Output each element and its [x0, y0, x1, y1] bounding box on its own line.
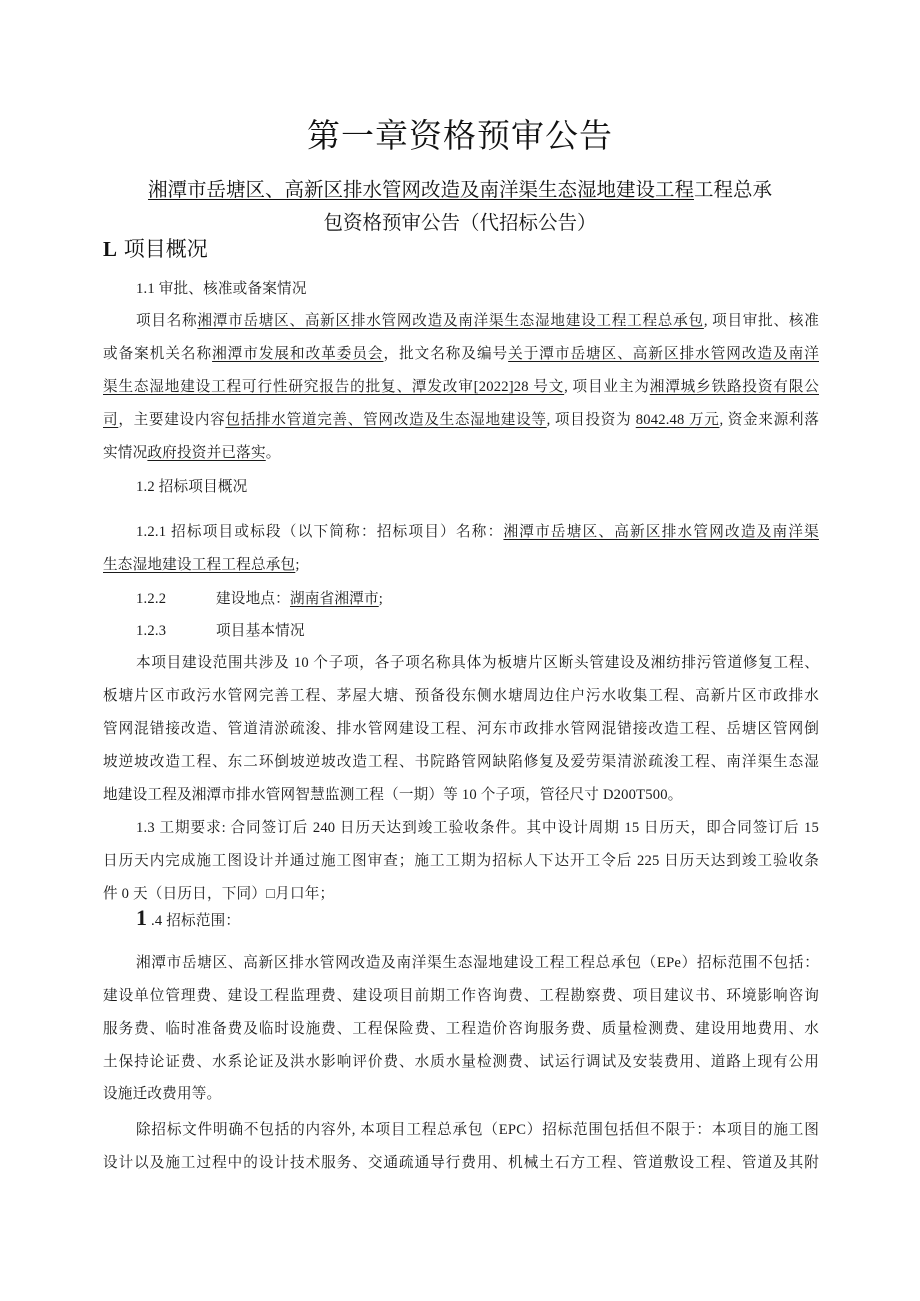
text: 或备案机关名称: [103, 346, 213, 362]
clause-number: 1.2.2: [136, 591, 167, 607]
chapter-title: 第一章资格预审公告: [307, 116, 613, 155]
text: , 项目投资为: [546, 412, 636, 428]
paragraph-line: 地建设工程及湘潭市排水管网智慧监测工程（一期）等 10 个子项，管径尺寸 D200T500。: [103, 787, 683, 803]
paragraph-line: [103, 441, 819, 462]
location-value: 湖南省湘潭市: [289, 591, 379, 607]
paragraph-line: 1.3 工期要求: 合同签订后 240 日历天达到竣工验收条件。其中设计周期 15 日历天，即合同签订后 15: [136, 820, 819, 836]
heading-1-2: 1.2 招标项目概况: [136, 479, 248, 495]
paragraph-line: 湘潭市岳塘区、高新区排水管网改造及南洋渠生态湿地建设工程工程总承包（EPe）招标范围不包括：: [136, 955, 819, 971]
project-name-underlined: 湘潭市岳塘区、高新区排水管网改造及南洋渠生态湿地建设工程: [147, 178, 694, 201]
paragraph-line: 件 0 天（日历日，下同）□月口年；: [103, 886, 335, 902]
heading-1-4: [103, 905, 852, 931]
notice-title-line-2: 包资格预审公告（代招标公告）: [323, 211, 597, 234]
approval-document-value: 关于潭市岳塘区、高新区排水管网改造及南洋: [508, 346, 819, 362]
text: ;: [295, 557, 300, 573]
notice-title-line-1: [100, 173, 820, 207]
text: 实情况: [103, 445, 148, 461]
paragraph-line: [103, 553, 819, 574]
text: ;: [378, 591, 384, 607]
paragraph-line: [103, 342, 819, 363]
paragraph-line: [103, 520, 819, 541]
paragraph-line: [103, 587, 852, 608]
approval-document-value: 渠生态湿地建设工程可行性研究报告的批复、潭发改审[2022]28 号文: [103, 379, 565, 395]
paragraph-line: [103, 309, 819, 330]
paragraph-line: 设计以及施工过程中的设计技术服务、交通疏通导行费用、机械土石方工程、管道敷设工程、管道及其附: [103, 1155, 819, 1171]
text: 建设地点：: [216, 591, 290, 607]
text: , 项目审批、核准: [703, 313, 819, 329]
paragraph-line: 设施迁改费用等。: [103, 1086, 222, 1102]
text: , 资金来源利落: [719, 412, 819, 428]
paragraph-line: [103, 375, 819, 396]
paragraph-line: [103, 619, 852, 640]
paragraph-line: 日历天内完成施工图设计并通过施工图审查；施工工期为招标人下达开工令后 225 日历天达到竣工验收条: [103, 853, 819, 869]
tender-project-name-value: 生态湿地建设工程工程总承包: [103, 557, 296, 573]
section-1-heading: [103, 233, 208, 263]
section-number: L: [103, 237, 118, 261]
paragraph-line: 服务费、临时准备费及临时设施费、工程保险费、工程造价咨询服务费、质量检测费、建设用地费用、水: [103, 1021, 819, 1037]
text: 项目基本情况: [216, 623, 305, 639]
text: , 项目业主为: [564, 379, 650, 395]
project-name-value: 湘潭市岳塘区、高新区排水管网改造及南洋渠生态湿地建设工程工程总承包: [197, 313, 704, 329]
paragraph-line: 坡逆坡改造工程、东二环倒坡逆坡改造工程、书院路管网缺陷修复及爱劳渠清淤疏浚工程、南洋渠生态湿: [103, 754, 819, 770]
investment-amount-value: 8042.48 万元: [635, 412, 720, 428]
notice-title-rest: 工程总承: [694, 178, 773, 201]
tender-project-name-value: 湘潭市岳塘区、高新区排水管网改造及南洋渠: [503, 524, 819, 540]
clause-number: 1: [136, 905, 148, 930]
paragraph-line: 除招标文件明确不包括的内容外, 本项目工程总承包（EPC）招标范围包括但不限于：本项目的施工图: [136, 1122, 819, 1138]
paragraph-line: 板塘片区市政污水管网完善工程、茅屋大塘、预备役东侧水塘周边住户污水收集工程、高新片区市政排水: [103, 688, 819, 704]
paragraph-line: 管网混错接改造、管道清淤疏浚、排水管网建设工程、河东市政排水管网混错接改造工程、岳塘区管网倒: [103, 721, 819, 737]
paragraph-line: 建设单位管理费、建设工程监理费、建设项目前期工作咨询费、工程勘察费、项目建议书、环境影响咨询: [103, 988, 819, 1004]
approval-authority-value: 湘潭市发展和改革委员会: [212, 346, 384, 362]
heading-1-1: 1.1 审批、核准或备案情况: [136, 281, 307, 297]
section-title: 项目概况: [123, 237, 208, 261]
project-owner-value: 湘潭城乡铁路投资有限公: [649, 379, 819, 395]
text: ，主要建设内容: [118, 412, 226, 428]
text: ，批文名称及编号: [383, 346, 509, 362]
paragraph-line: 本项目建设范围共涉及 10 个子项，各子项名称具体为板塘片区断头管建设及湘纺排污管道修复工程、: [136, 655, 819, 671]
text: .4 招标范围：: [147, 913, 241, 929]
text: 项目名称: [136, 313, 198, 329]
text: 。: [265, 445, 281, 461]
paragraph-line: [103, 408, 819, 429]
project-owner-value: 司: [103, 412, 119, 428]
funding-status-value: 政府投资并已落实: [147, 445, 266, 461]
construction-content-value: 包括排水管道完善、管网改造及生态湿地建设等: [225, 412, 547, 428]
clause-number: 1.2.3: [136, 623, 167, 639]
text: 1.2.1 招标项目或标段（以下简称：招标项目）名称：: [136, 524, 504, 540]
paragraph-line: 土保持论证费、水系论证及洪水影响评价费、水质水量检测费、试运行调试及安装费用、道路上现有公用: [103, 1054, 819, 1070]
